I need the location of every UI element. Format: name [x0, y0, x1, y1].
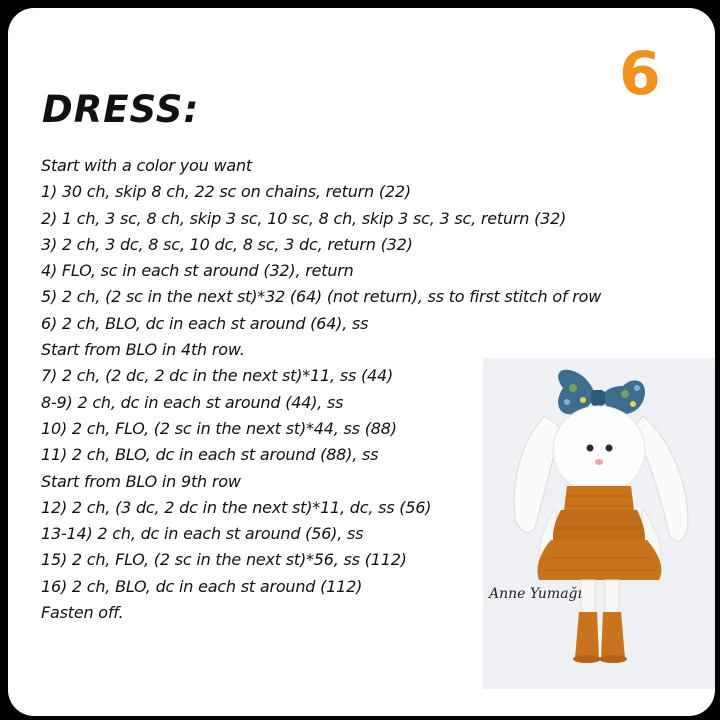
instruction-line: Start from BLO in 4th row.	[41, 340, 245, 360]
bunny-doll-illustration	[483, 358, 715, 689]
bunny-doll-photo	[483, 358, 715, 689]
instruction-line: 15) 2 ch, FLO, (2 sc in the next st)*56, ss (112)	[41, 550, 407, 570]
instruction-line: 1) 30 ch, skip 8 ch, 22 sc on chains, return (22)	[41, 182, 411, 202]
instruction-line: 2) 1 ch, 3 sc, 8 ch, skip 3 sc, 10 sc, 8 ch, skip 3 sc, 3 sc, return (32)	[41, 208, 567, 228]
instruction-line: Fasten off.	[41, 603, 124, 623]
section-title: DRESS:	[42, 88, 200, 131]
instruction-line: 7) 2 ch, (2 dc, 2 dc in the next st)*11, ss (44)	[41, 366, 394, 386]
instruction-line: Start from BLO in 9th row	[41, 471, 241, 491]
instruction-line: 3) 2 ch, 3 dc, 8 sc, 10 dc, 8 sc, 3 dc, return (32)	[41, 234, 413, 254]
instruction-line: Start with a color you want	[41, 156, 252, 175]
instruction-line: 4) FLO, sc in each st around (32), return	[41, 261, 354, 281]
instruction-line: 11) 2 ch, BLO, dc in each st around (88), ss	[41, 445, 379, 465]
page-number: 6	[619, 39, 661, 109]
watermark-logo: Anne Yumağı	[489, 586, 582, 602]
instruction-line: 13-14) 2 ch, dc in each st around (56), ss	[41, 524, 364, 544]
instruction-line: 5) 2 ch, (2 sc in the next st)*32 (64) (not return), ss to first stitch of row	[41, 287, 602, 307]
instruction-line: 10) 2 ch, FLO, (2 sc in the next st)*44, ss (88)	[41, 418, 397, 438]
instruction-line: 6) 2 ch, BLO, dc in each st around (64), ss	[41, 313, 369, 333]
pattern-card	[8, 8, 715, 716]
instruction-line: 8-9) 2 ch, dc in each st around (44), ss	[41, 392, 344, 412]
instruction-line: 16) 2 ch, BLO, dc in each st around (112)	[41, 576, 363, 596]
instruction-line: 12) 2 ch, (3 dc, 2 dc in the next st)*11, dc, ss (56)	[41, 497, 432, 517]
